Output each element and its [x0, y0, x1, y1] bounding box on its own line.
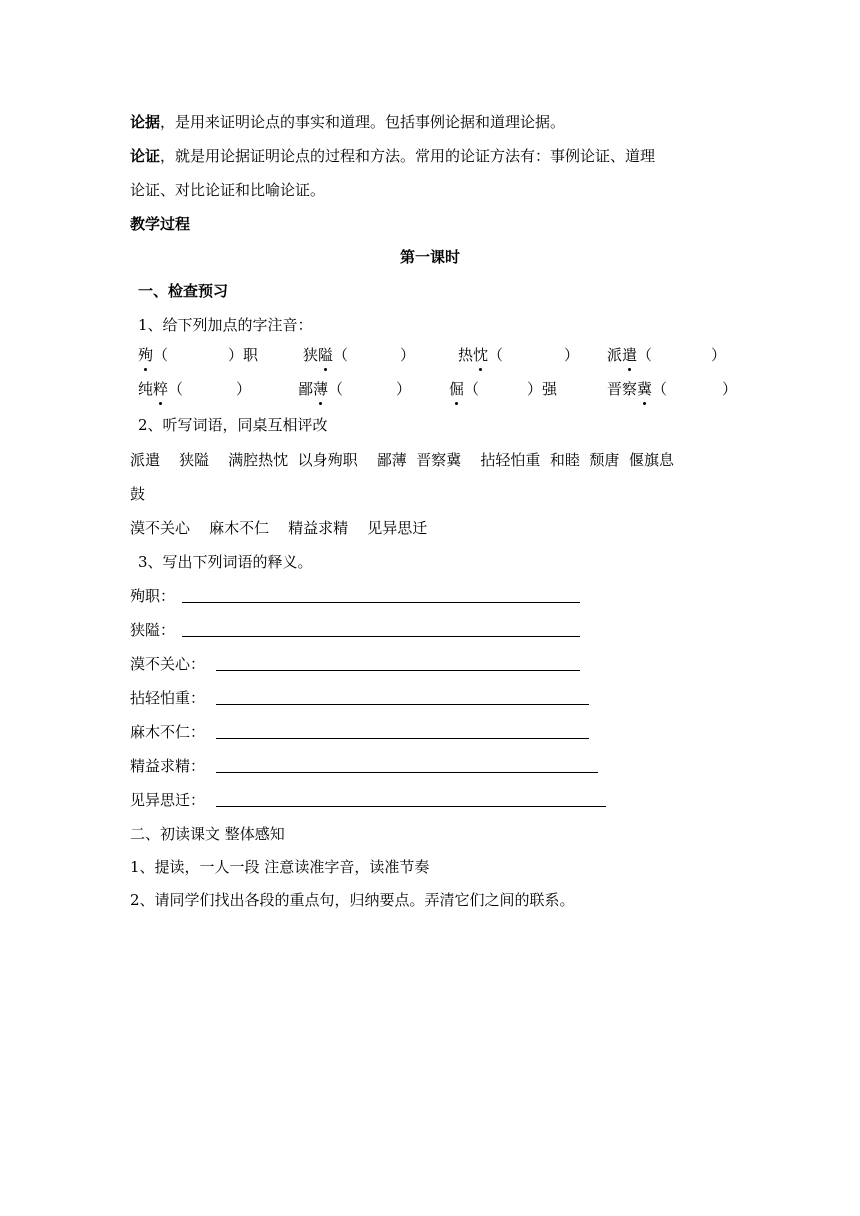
- dotted-char: 忱: [473, 346, 489, 364]
- lesson-title: 第一课时: [399, 248, 460, 266]
- question-2: 2、听写词语，同桌互相评改: [138, 416, 328, 434]
- arg-proof-paragraph: [130, 146, 655, 166]
- definition-label: 精益求精：: [130, 757, 206, 775]
- definition-label: 殉职：: [130, 587, 176, 605]
- pinyin-close: ）: [564, 346, 580, 364]
- section2-item-2: 2、请同学们找出各段的重点句，归纳要点。弄清它们之间的联系。: [130, 891, 575, 909]
- arg-basis-text: ，是用来证明论点的事实和道理。包括事例论据和道理论据。: [160, 113, 566, 131]
- pinyin-close: ）: [711, 346, 727, 364]
- definition-label: 麻木不仁：: [130, 723, 206, 741]
- arg-basis-paragraph: [130, 112, 565, 132]
- answer-blank[interactable]: [216, 806, 606, 807]
- answer-blank[interactable]: [216, 738, 589, 739]
- dotted-char: 遣: [622, 346, 638, 364]
- pinyin-close: ）强: [527, 380, 558, 398]
- arg-proof-text-2: 论证、对比论证和比喻论证。: [130, 181, 326, 199]
- section1-title: 一、检查预习: [138, 282, 229, 300]
- pinyin-item: 鄙薄（: [298, 380, 344, 398]
- dotted-char: 殉: [138, 346, 154, 364]
- answer-blank[interactable]: [182, 602, 580, 603]
- dotted-char: 冀: [637, 380, 653, 398]
- pinyin-item: 纯粹（: [138, 380, 184, 398]
- answer-blank[interactable]: [216, 670, 580, 671]
- pinyin-item: 派遣（: [607, 346, 653, 364]
- dotted-char: 倔: [449, 380, 465, 398]
- question-3: 3、写出下列词语的释义。: [138, 553, 313, 571]
- pinyin-close: ）: [722, 380, 738, 398]
- pinyin-item: 热忱（: [458, 346, 504, 364]
- dotted-char: 隘: [318, 346, 334, 364]
- pinyin-item: 殉（: [138, 346, 169, 364]
- answer-blank[interactable]: [216, 772, 598, 773]
- dictation-words-line-3: 漠不关心 麻木不仁 精益求精 见异思迁: [130, 519, 428, 537]
- section2-item-1: 1、提读，一人一段 注意读准字音，读准节奏: [130, 858, 430, 876]
- pinyin-item: 晋察冀（: [607, 380, 668, 398]
- process-heading: 教学过程: [130, 215, 191, 233]
- definition-label: 拈轻怕重：: [130, 689, 206, 707]
- dictation-words-line-1: 派遣 狭隘 满腔热忱 以身殉职 鄙薄 晋察冀 拈轻怕重 和睦 颓唐 偃旗息: [130, 451, 674, 469]
- dotted-char: 薄: [313, 380, 329, 398]
- dotted-char: 粹: [153, 380, 169, 398]
- pinyin-item: 狭隘（: [303, 346, 349, 364]
- definition-label: 见异思迁：: [130, 791, 206, 809]
- definition-label: 漠不关心：: [130, 655, 206, 673]
- question-1: 1、给下列加点的字注音：: [138, 316, 313, 334]
- answer-blank[interactable]: [216, 704, 589, 705]
- arg-basis-term: 论据: [130, 113, 161, 131]
- pinyin-close: ）: [400, 346, 416, 364]
- arg-proof-term: 论证: [130, 147, 161, 165]
- pinyin-item: 倔（: [449, 380, 480, 398]
- pinyin-close: ）职: [228, 346, 259, 364]
- pinyin-close: ）: [396, 380, 412, 398]
- arg-proof-text-1: ，就是用论据证明论点的过程和方法。常用的论证方法有：事例论证、道理: [160, 147, 656, 165]
- definition-label: 狭隘：: [130, 621, 176, 639]
- answer-blank[interactable]: [182, 636, 580, 637]
- pinyin-close: ）: [236, 380, 252, 398]
- section2-title: 二、初读课文 整体感知: [130, 825, 285, 843]
- dictation-words-line-2: 鼓: [130, 485, 146, 503]
